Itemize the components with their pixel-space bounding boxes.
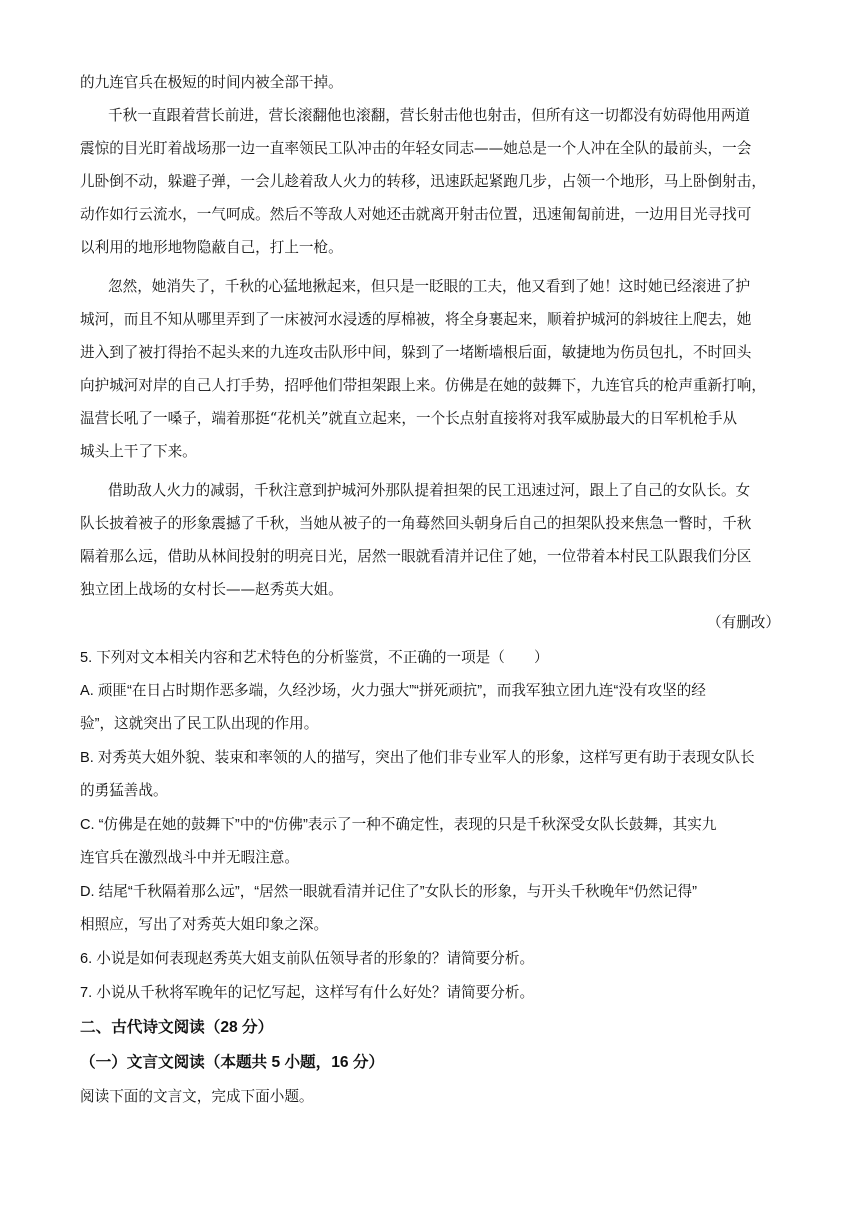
- story-line: 的九连官兵在极短的时间内被全部干掉。: [80, 74, 343, 91]
- question-5-option-c-cont: 连官兵在激烈战斗中并无暇注意。: [80, 850, 299, 866]
- question-5-option-b-cont: 的勇猛善战。: [80, 783, 168, 799]
- reading-instruction: 阅读下面的文言文，完成下面小题。: [80, 1089, 314, 1105]
- story-line: 千秋一直跟着营长前进，营长滚翻他也滚翻，营长射击他也射击，但所有这一切都没有妨碍他用两道: [108, 107, 751, 124]
- source-note: （有删改）: [707, 614, 780, 631]
- question-5-option-d-cont: 相照应，写出了对秀英大姐印象之深。: [80, 917, 329, 933]
- story-line: 动作如行云流水，一气呵成。然后不等敌人对她还击就离开射击位置，迅速匍匐前进，一边用目光寻找可: [80, 206, 752, 223]
- subsection-heading: （一）文言文阅读（本题共 5 小题，16 分）: [80, 1054, 385, 1071]
- question-5-option-a-cont: 验”，这就突出了民工队出现的作用。: [80, 716, 319, 732]
- story-line: 隔着那么远，借助从林间投射的明亮日光，居然一眼就看清并记住了她，一位带着本村民工队跟我们分区: [80, 548, 752, 565]
- story-line: 以利用的地形地物隐蔽自己，打上一枪。: [80, 239, 343, 256]
- story-line: 城头上干了下来。: [80, 443, 197, 460]
- question-5-stem: 5. 下列对文本相关内容和艺术特色的分析鉴赏，不正确的一项是（ ）: [80, 650, 549, 666]
- question-7: 7. 小说从千秋将军晚年的记忆写起，这样写有什么好处？请简要分析。: [80, 985, 535, 1001]
- story-line: 向护城河对岸的自己人打手势，招呼他们带担架跟上来。仿佛是在她的鼓舞下，九连官兵的枪声重新打响，: [80, 377, 766, 394]
- story-line: 队长披着被子的形象震撼了千秋，当她从被子的一角蓦然回头朝身后自己的担架队投来焦急一瞥时，千秋: [80, 515, 752, 532]
- question-5-option-b: B. 对秀英大姐外貌、装束和率领的人的描写，突出了他们非专业军人的形象，这样写更有助于表现女队长: [80, 750, 755, 766]
- story-line: 借助敌人火力的减弱，千秋注意到护城河外那队提着担架的民工迅速过河，跟上了自己的女队长。女: [108, 482, 751, 499]
- question-5-option-c: C. “仿佛是在她的鼓舞下”中的“仿佛”表示了一种不确定性，表现的只是千秋深受女队长鼓舞，其实九: [80, 817, 717, 833]
- question-6: 6. 小说是如何表现赵秀英大姐支前队伍领导者的形象的？请简要分析。: [80, 951, 535, 967]
- story-line: 温营长吼了一嗓子，端着那挺“花机关”就直立起来，一个长点射直接将对我军威胁最大的日军机枪手从: [80, 410, 738, 427]
- story-line: 进入到了被打得抬不起头来的九连攻击队形中间，躲到了一堵断墙根后面，敏捷地为伤员包扎，不时回头: [80, 344, 752, 361]
- story-line: 忽然，她消失了，千秋的心猛地揪起来，但只是一眨眼的工夫，他又看到了她！这时她已经滚进了护: [108, 278, 751, 295]
- story-line: 儿卧倒不动，躲避子弹，一会儿趁着敌人火力的转移，迅速跃起紧跑几步，占领一个地形，马上卧倒射击，: [80, 173, 766, 190]
- section-heading: 二、古代诗文阅读（28 分）: [80, 1019, 274, 1036]
- story-line: 独立团上战场的女村长——赵秀英大姐。: [80, 581, 343, 598]
- question-5-option-a: A. 顽匪“在日占时期作恶多端，久经沙场，火力强大”“拼死顽抗”，而我军独立团九连“没有攻坚的经: [80, 683, 706, 699]
- question-5-option-d: D. 结尾“千秋隔着那么远”，“居然一眼就看清并记住了”女队长的形象，与开头千秋晚年“仍然记得”: [80, 884, 697, 900]
- story-line: 城河，而且不知从哪里弄到了一床被河水浸透的厚棉被，将全身裹起来，顺着护城河的斜坡往上爬去，她: [80, 311, 752, 328]
- story-line: 震惊的目光盯着战场那一边一直率领民工队冲击的年轻女同志——她总是一个人冲在全队的最前头，一会: [80, 140, 752, 157]
